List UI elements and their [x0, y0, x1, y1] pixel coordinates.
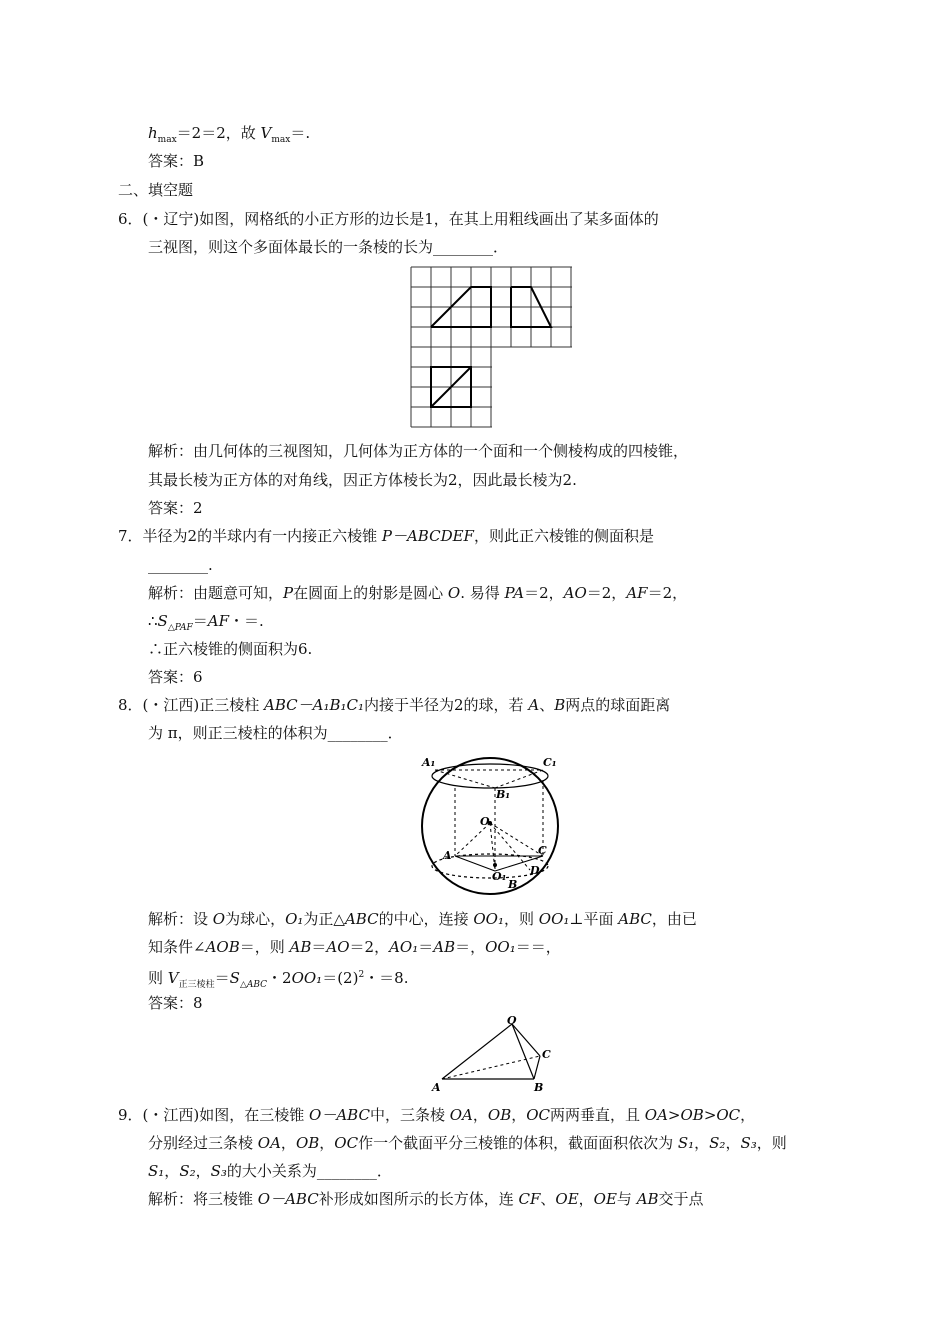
label-d: D — [530, 864, 540, 877]
text-seg: 解析：设 — [148, 910, 213, 928]
text-seg: OE — [593, 1190, 617, 1208]
text-seg: O－ABC — [309, 1106, 370, 1124]
text-seg: . 易得 — [460, 584, 505, 602]
q9-line3 — [148, 1161, 392, 1181]
text-seg: ABC－A₁B₁C₁ — [264, 696, 365, 714]
text-seg: 交于点 — [658, 1190, 704, 1208]
label-b1: B₁ — [496, 788, 511, 801]
text-seg: ∴ — [148, 612, 158, 630]
q7-solution-line1 — [148, 583, 687, 603]
text-seg: S — [157, 612, 168, 630]
text-seg: ＝2＝2，故 — [176, 124, 261, 142]
text-seg: AB — [289, 938, 312, 956]
text-seg: AOB — [205, 938, 240, 956]
text-seg: OO₁ — [485, 938, 516, 956]
text-seg: S₁ — [148, 1162, 165, 1180]
text-seg: ＝2， — [524, 584, 564, 602]
text-seg: OB — [487, 1106, 512, 1124]
text-seg: ， — [694, 1134, 710, 1152]
text-seg: 正三棱柱 — [178, 980, 215, 990]
text-seg: 为球心， — [225, 910, 286, 928]
text-seg: ， — [472, 1106, 488, 1124]
q6-solution-line1: 解析：由几何体的三视图知，几何体为正方体的一个面和一个侧棱构成的四棱锥， — [148, 442, 689, 460]
q8-line1 — [118, 695, 670, 715]
text-seg: OC — [526, 1106, 551, 1124]
text-seg: ＝， — [455, 938, 486, 956]
text-seg: AO — [326, 938, 350, 956]
text-seg: ，则此正六棱锥的侧面积是 — [473, 527, 654, 545]
text-seg: B — [554, 696, 566, 714]
text-seg: S₃ — [210, 1162, 227, 1180]
text-seg: 知条件∠ — [148, 938, 206, 956]
sphere-prism-figure — [410, 748, 570, 898]
label-c: C — [542, 1048, 551, 1061]
text-seg: ＝ — [418, 938, 434, 956]
label-c: C — [538, 844, 547, 857]
label-a: A — [432, 1081, 441, 1094]
q8-solution-line3 — [148, 965, 408, 995]
text-seg: O₁ — [285, 910, 304, 928]
text-seg: ・2 — [267, 969, 292, 987]
text-seg: ABC — [618, 910, 652, 928]
text-seg: OB — [295, 1134, 320, 1152]
text-seg: 与 — [616, 1190, 637, 1208]
q7-line2: ________. — [148, 556, 213, 574]
text-seg: 分别经过三条棱 — [148, 1134, 258, 1152]
label-c1: C₁ — [543, 756, 557, 769]
text-seg: ， — [725, 1134, 741, 1152]
text-seg: 补形成如图所示的长方体，连 — [318, 1190, 519, 1208]
text-seg: AO — [563, 584, 587, 602]
q8-line2: 为 π，则正三棱柱的体积为________． — [148, 724, 403, 742]
text-seg: AO₁ — [389, 938, 419, 956]
text-seg: 解析：由题意可知， — [148, 584, 284, 602]
text-seg: ABC — [344, 910, 379, 928]
three-view-grid-figure — [408, 264, 576, 432]
text-seg: 9．(・江西)如图，在三棱锥 — [118, 1106, 310, 1124]
label-a1: A₁ — [422, 756, 436, 769]
q7-solution-line3: ∴正六棱锥的侧面积为6. — [148, 640, 313, 658]
text-seg: 8．(・江西)正三棱柱 — [118, 696, 265, 714]
text-seg: ， — [195, 1162, 211, 1180]
text-seg: S₁ — [677, 1134, 695, 1152]
text-seg: ， — [280, 1134, 296, 1152]
text-seg: ＝ — [214, 969, 230, 987]
section-heading: 二、填空题 — [118, 181, 194, 199]
text-seg: S₂ — [179, 1162, 196, 1180]
text-seg: ⊥平面 — [569, 910, 619, 928]
text-seg: P — [283, 584, 294, 602]
q6-line2: 三视图，则这个多面体最长的一条棱的长为________． — [148, 238, 509, 256]
tetrahedron-figure — [428, 1016, 558, 1096]
text-seg: O — [447, 584, 461, 602]
text-seg: △ABC — [239, 980, 268, 990]
text-seg: 两点的球面距离 — [565, 696, 671, 714]
text-seg: 解析：将三棱锥 — [148, 1190, 258, 1208]
text-seg: S — [229, 969, 240, 987]
label-a: A — [443, 849, 452, 862]
q9-solution-line1 — [148, 1189, 704, 1209]
text-seg: CF — [518, 1190, 541, 1208]
q7-solution-line2 — [148, 611, 264, 638]
text-seg: OA — [257, 1134, 281, 1152]
q7-line1 — [118, 526, 654, 546]
label-b: B — [534, 1081, 544, 1094]
text-seg: OC — [334, 1134, 359, 1152]
label-o: O — [480, 815, 490, 828]
text-seg: OA — [449, 1106, 473, 1124]
text-seg: AB — [433, 938, 456, 956]
text-seg: V — [167, 969, 179, 987]
text-seg: OO₁ — [473, 910, 504, 928]
text-seg: ， — [511, 1106, 527, 1124]
label-o1: O₁ — [492, 870, 507, 883]
text-seg: 中，三条棱 — [369, 1106, 450, 1124]
text-seg: AB — [636, 1190, 659, 1208]
line-hmax — [148, 123, 310, 150]
text-seg: 两两垂直，且 — [550, 1106, 645, 1124]
text-seg: ・＝8. — [364, 969, 409, 987]
text-seg: AF — [207, 612, 229, 630]
text-seg: P－ABCDEF — [381, 527, 474, 545]
text-seg: ， — [578, 1190, 594, 1208]
sub-max: max — [271, 135, 291, 145]
text-seg: ＝2， — [586, 584, 627, 602]
text-seg: OO₁ — [538, 910, 570, 928]
text-seg: 、 — [539, 696, 555, 714]
text-seg: 2 — [358, 970, 365, 980]
text-seg: ，则 — [756, 1134, 787, 1152]
text-seg: ， — [164, 1162, 180, 1180]
q6-answer: 答案：2 — [148, 499, 203, 517]
q9-line2 — [148, 1133, 787, 1153]
q9-line1 — [118, 1105, 755, 1125]
text-seg: ＝＝， — [515, 938, 561, 956]
text-seg: 内接于半径为2的球，若 — [364, 696, 529, 714]
text-seg: 在圆面上的射影是圆心 — [293, 584, 448, 602]
text-seg: ＝2， — [349, 938, 390, 956]
text-seg: ・＝. — [229, 612, 264, 630]
text-seg: ＝ — [192, 612, 208, 630]
text-seg: 则 — [148, 969, 168, 987]
text-seg: ， — [319, 1134, 335, 1152]
text-seg: OA>OB>OC — [644, 1106, 741, 1124]
text-seg: OE — [555, 1190, 579, 1208]
text-seg: 的大小关系为________． — [226, 1162, 392, 1180]
q6-line1: 6．(・辽宁)如图，网格纸的小正方形的边长是1，在其上用粗线画出了某多面体的 — [118, 210, 659, 228]
text-seg: 的中心，连接 — [378, 910, 474, 928]
var-h: h — [148, 124, 158, 142]
q6-solution-line2: 其最长棱为正方体的对角线，因正方体棱长为2，因此最长棱为2. — [148, 471, 577, 489]
text-seg: 作一个截面平分三棱锥的体积，截面面积依次为 — [358, 1134, 678, 1152]
text-seg: ， — [740, 1106, 756, 1124]
text-seg: ＝2， — [647, 584, 688, 602]
text-seg: 为正△ — [303, 910, 345, 928]
var-v: V — [260, 124, 272, 142]
q8-solution-line2 — [148, 937, 561, 957]
sub-max: max — [157, 135, 177, 145]
text-seg: A — [528, 696, 540, 714]
q8-answer: 答案：8 — [148, 994, 203, 1012]
text-seg: PA — [504, 584, 525, 602]
q8-solution-line1 — [148, 909, 697, 929]
text-seg: 、 — [540, 1190, 556, 1208]
text-seg: S₃ — [740, 1134, 757, 1152]
text-seg: S₂ — [709, 1134, 726, 1152]
text-seg: ，由已 — [651, 910, 697, 928]
text-seg: ，则 — [503, 910, 539, 928]
text-seg: O－ABC — [257, 1190, 319, 1208]
text-seg: ＝，则 — [239, 938, 290, 956]
text-seg: ＝ — [311, 938, 327, 956]
text-seg: OO₁ — [291, 969, 323, 987]
q7-answer: 答案：6 — [148, 668, 203, 686]
label-o: O — [507, 1016, 517, 1027]
text-seg: O — [212, 910, 226, 928]
text-seg: ＝. — [290, 124, 311, 142]
text-seg: △PAF — [167, 623, 193, 633]
text-seg: 7．半径为2的半球内有一内接正六棱锥 — [118, 527, 382, 545]
label-b: B — [508, 878, 518, 891]
text-seg: ＝(2) — [322, 969, 359, 987]
text-seg: AF — [626, 584, 648, 602]
answer-5: 答案：B — [148, 152, 205, 170]
